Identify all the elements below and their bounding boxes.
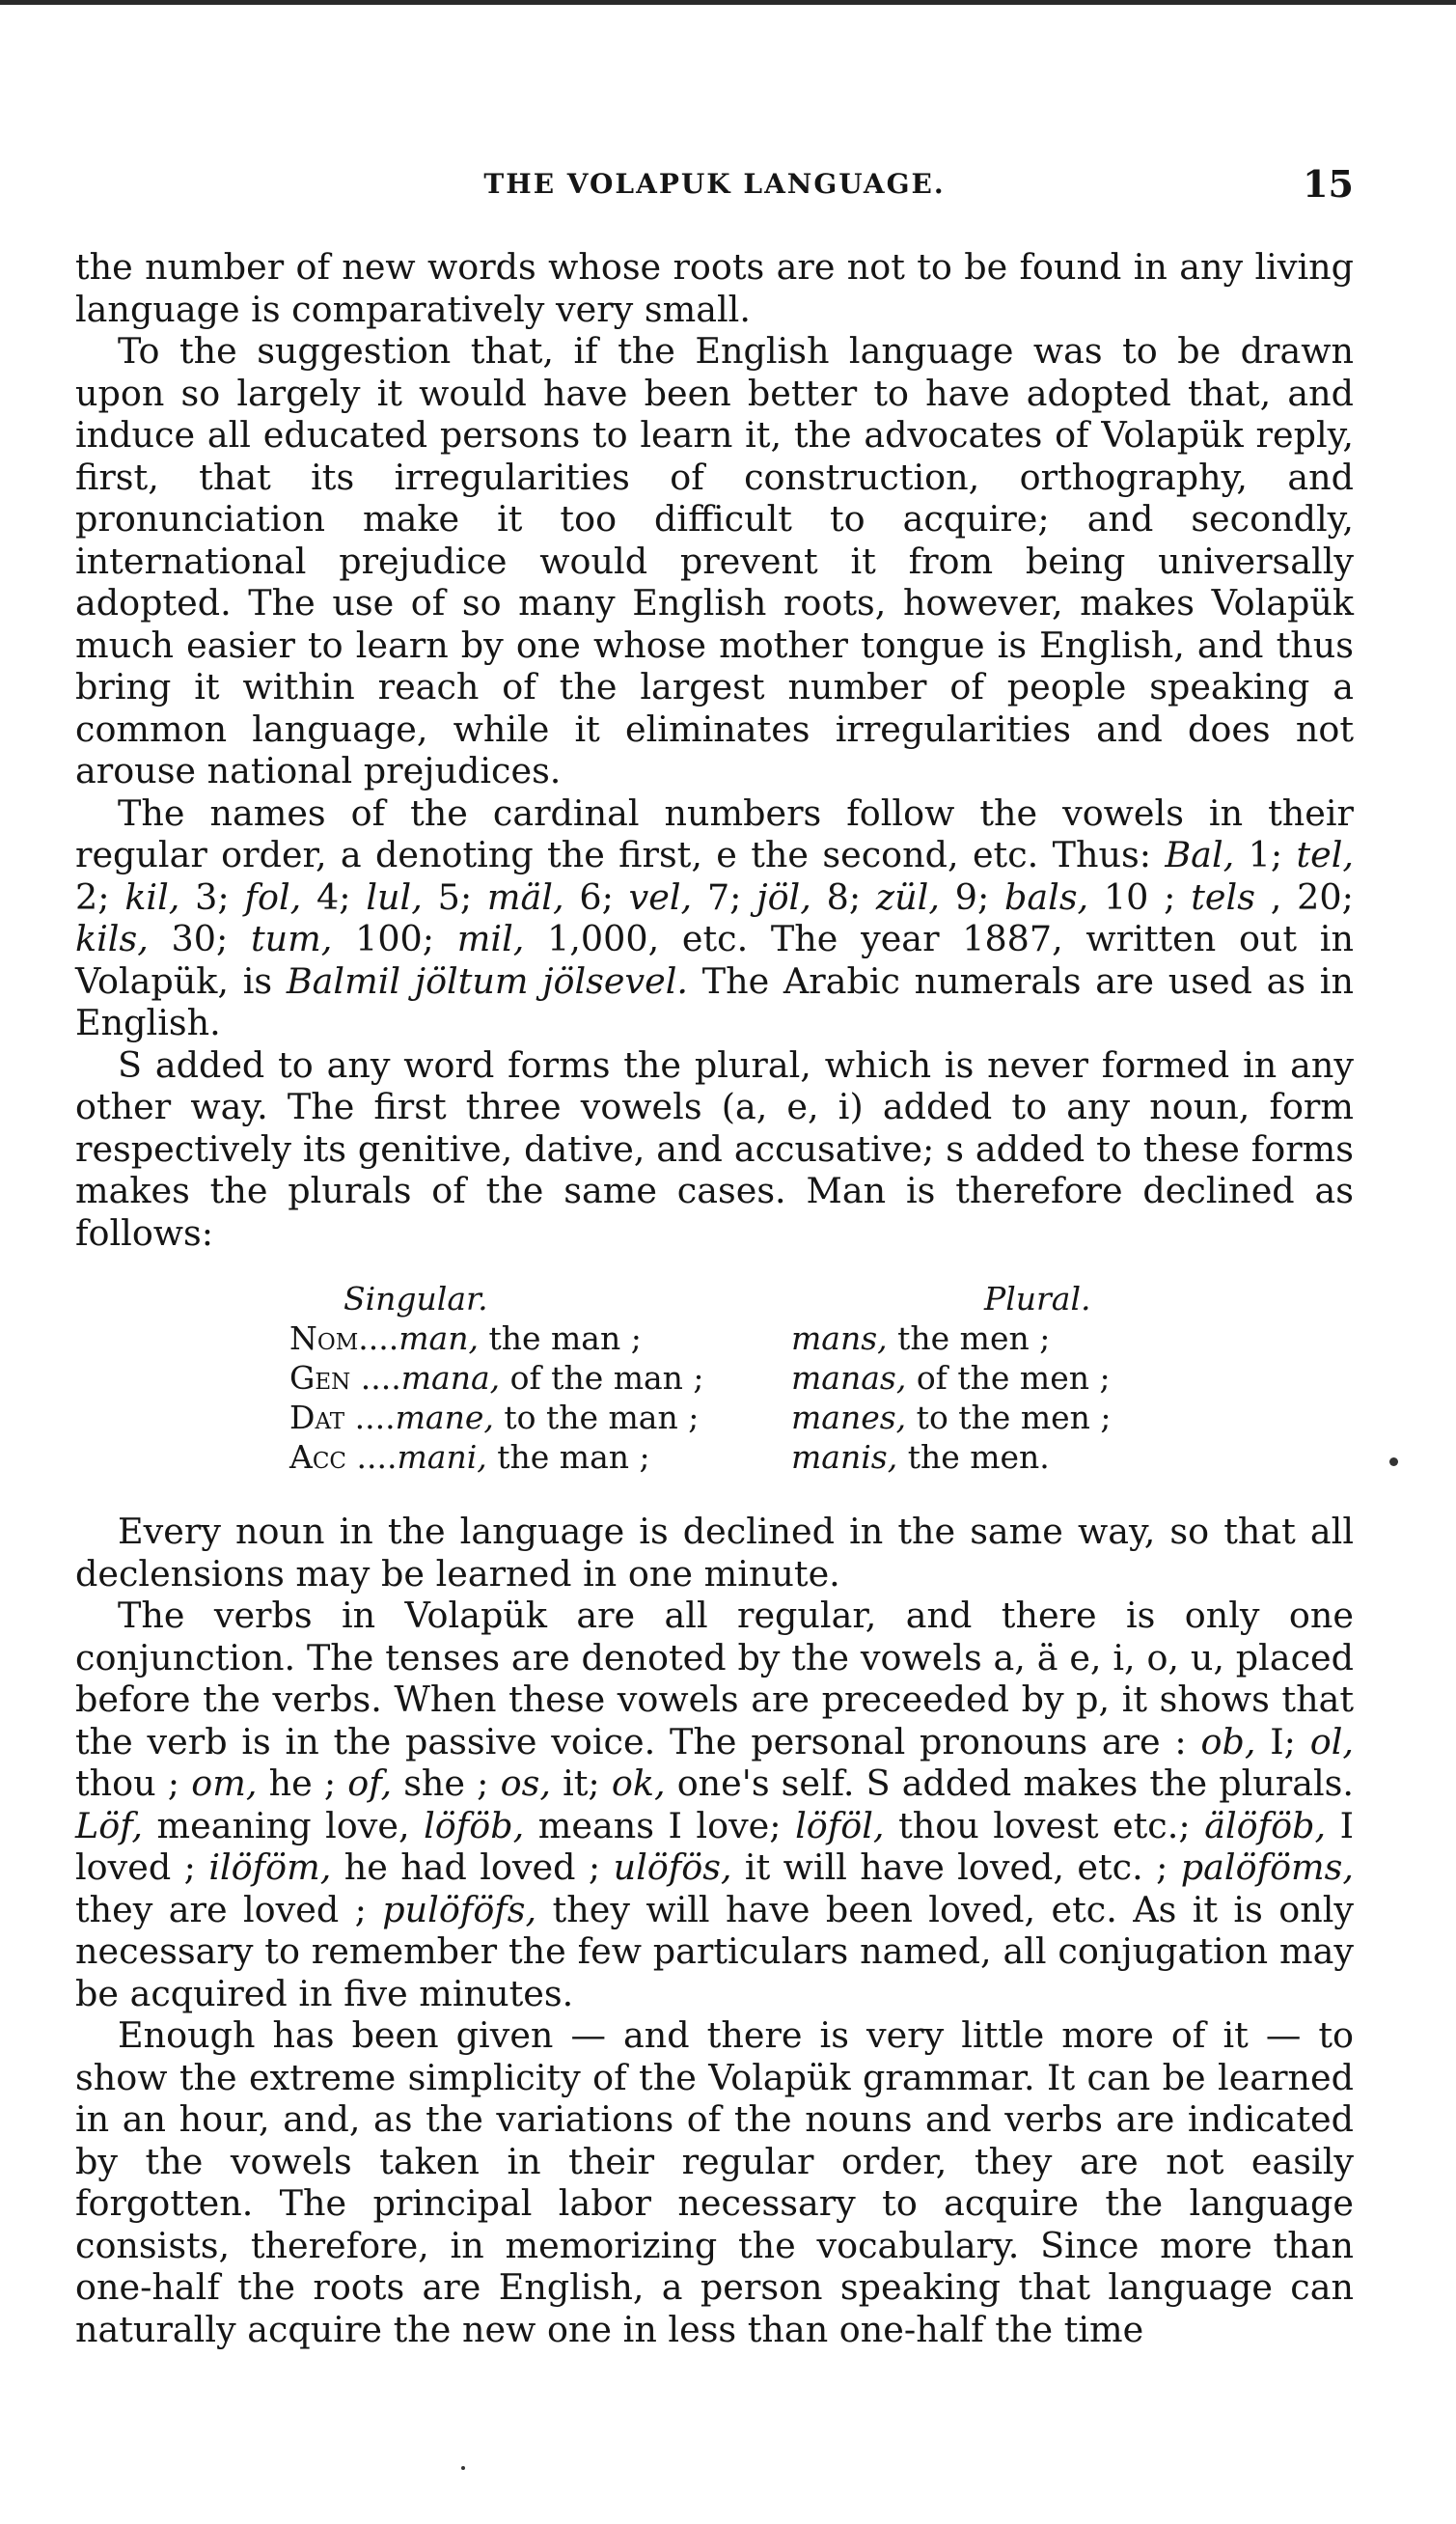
number-value: 30 <box>171 918 216 959</box>
number-value: 6 <box>579 875 602 918</box>
ink-speck <box>1389 1457 1398 1466</box>
number-value: 1,000 <box>547 918 648 959</box>
plural-cell: manis, the men. <box>791 1438 1050 1476</box>
body-text-upper <box>75 246 1354 1254</box>
number-word: mil, <box>456 918 525 959</box>
singular-cell: Nom....man, the man ; <box>289 1319 642 1357</box>
case-name: Nom <box>289 1319 359 1357</box>
plural-heading: Plural. <box>984 1280 1091 1317</box>
page-number: 15 <box>1303 162 1354 206</box>
paragraph-english-suggestion: To the suggestion that, if the English language was to be drawn upon so largely it would have been better to have adopted that, and induce all educated persons to learn it, the advocates of Volapük reply, first, that its irregularities of construction, orthography, and pronunciation make it too difficult to acquire; and secondly, international prejudice would prevent it from being universally adopted. The use of so many English roots, however, makes Volapük much easier to learn by one whose mother tongue is English, and thus bring it within reach of the largest number of people speaking a common language, while it eliminates irregularities and does not arouse national prejudices. <box>75 330 1354 791</box>
singular-cell: Acc ....mani, the man ; <box>289 1438 650 1476</box>
declension-rows <box>289 1318 1177 1477</box>
number-value: 4 <box>316 875 340 918</box>
number-word: tum, <box>251 918 333 959</box>
number-word: zül, <box>875 875 940 918</box>
declension-header <box>289 1279 1177 1318</box>
declension-row <box>289 1358 1177 1398</box>
body-text-lower <box>75 1511 1354 2350</box>
number-word: mäl, <box>486 875 564 918</box>
top-page-edge <box>0 0 1456 5</box>
declension-row <box>289 1318 1177 1358</box>
singular-heading: Singular. <box>343 1280 488 1317</box>
number-value: 9 <box>954 875 977 918</box>
ink-speck <box>461 2466 465 2470</box>
singular-cell: Gen ....mana, of the man ; <box>289 1359 704 1397</box>
plural-cell: manas, of the men ; <box>791 1359 1111 1397</box>
page-header <box>75 162 1354 210</box>
number-value: 5 <box>437 875 460 918</box>
number-value: , 20 <box>1270 875 1342 918</box>
number-word: tels <box>1191 875 1255 918</box>
paragraph-cardinal-numbers: The names of the cardinal numbers follow the vowels in their regular order, a denoting the first, e the second, etc. Thus: Bal, 1; tel, 2; kil, 3; fol, 4; lul, 5; mäl, 6; vel, 7; jöl, 8; zül, 9; bals, 10 ; tels , 20; kils, 30; tum, 100; mil, 1,000, etc. The year 1887, written out in Volapük, is Balmil jöltum jölsevel. The Arabic numerals are used as in English. <box>75 791 1355 1043</box>
number-value: 2 <box>75 875 98 918</box>
running-title: THE VOLAPUK LANGUAGE. <box>483 168 946 200</box>
number-word: vel, <box>628 875 693 918</box>
plural-cell: manes, to the men ; <box>791 1399 1112 1436</box>
number-value: 7 <box>706 875 730 918</box>
number-word: lul, <box>366 875 423 918</box>
case-name: Dat <box>289 1399 345 1436</box>
number-value: 10 <box>1103 875 1149 918</box>
number-value: 100 <box>355 918 423 959</box>
paragraph-continuation: the number of new words whose roots are not to be found in any living language is comparatively very small. <box>75 246 1354 330</box>
number-word: kils, <box>75 918 149 959</box>
case-name: Acc <box>289 1438 347 1476</box>
number-value: 3 <box>195 875 218 918</box>
paragraph-verbs: The verbs in Volapük are all regular, and there is only one conjunction. The tenses are denoted by the vowels a, ä e, i, o, u, placed before the verbs. When these vowels are preceeded by p, it shows that the verb is in the passive voice. The personal pronouns are : ob, I; ol, thou ; om, he ; of, she ; os, it; ok, one's self. S added makes the plurals. Löf, meaning love, löföb, means I love; löföl, thou lovest etc.; älöföb, I loved ; ilöföm, he had loved ; ulöfös, it will have loved, etc. ; palöföms, they are loved ; pulöföfs, they will have been loved, etc. As it is only necessary to remember the few particulars named, all conjugation may be acquired in five minutes. <box>75 1595 1355 2014</box>
singular-cell: Dat ....mane, to the man ; <box>289 1399 700 1436</box>
declension-table <box>289 1279 1177 1477</box>
number-word: kil, <box>124 875 180 918</box>
year-phrase: Balmil jöltum jölsevel. <box>286 959 689 1002</box>
number-value: 8 <box>826 875 849 918</box>
number-word: bals, <box>1004 875 1089 918</box>
declension-row <box>289 1398 1177 1437</box>
number-word: tel, <box>1296 834 1355 875</box>
number-word: jöl, <box>756 875 811 918</box>
number-value: 1 <box>1248 834 1271 875</box>
plural-cell: mans, the men ; <box>791 1319 1051 1357</box>
paragraph-plural: S added to any word forms the plural, which is never formed in any other way. The first three vowels (a, e, i) added to any noun, form respectively its genitive, dative, and accusative; s added to these forms makes the plurals of the same cases. Man is therefore declined as follows: <box>75 1043 1354 1254</box>
numbers-list: Bal, 1; tel, 2; kil, 3; fol, 4; lul, 5; mäl, 6; vel, 7; jöl, 8; zül, 9; bals, 10 ; tels , 20; kils, 30; tum, 100; mil, 1,000 <box>75 834 1355 959</box>
number-word: Bal, <box>1165 834 1235 875</box>
declension-row <box>289 1437 1177 1477</box>
paragraph-enough: Enough has been given — and there is very little more of it — to show the extreme simplicity of the Volapük grammar. It can be learned in an hour, and, as the variations of the nouns and verbs are indicated by the vowels taken in their regular order, they are not easily forgotten. The principal labor necessary to acquire the language consists, therefore, in memorizing the vocabulary. Since more than one-half the roots are English, a person speaking that language can naturally acquire the new one in less than one-half the time <box>75 2014 1354 2350</box>
case-name: Gen <box>289 1359 351 1397</box>
number-word: fol, <box>244 875 302 918</box>
paragraph-declension-note: Every noun in the language is declined in the same way, so that all declensions may be learned in one minute. <box>75 1511 1354 1595</box>
